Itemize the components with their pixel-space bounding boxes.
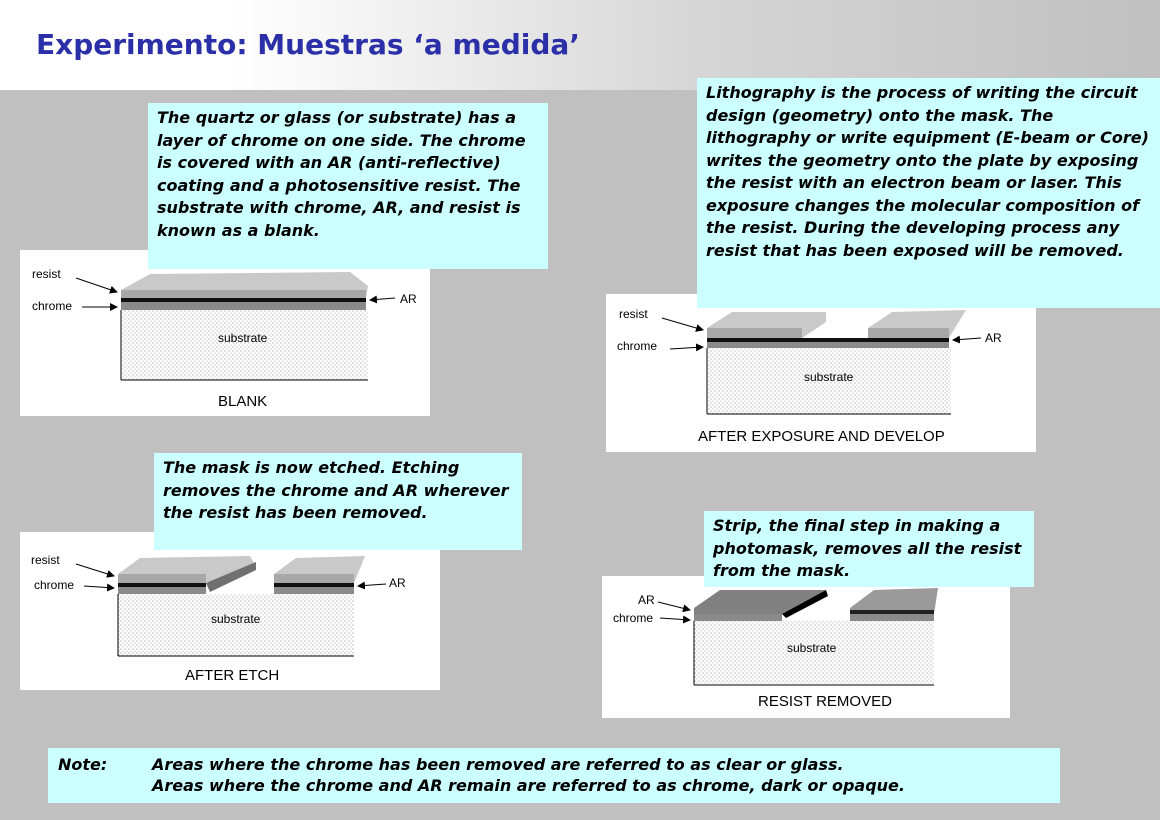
ar-label: AR	[400, 292, 417, 306]
resist-label: resist	[31, 553, 60, 567]
diagram-caption: BLANK	[218, 393, 268, 410]
lithography-callout: Lithography is the process of writing the circuit design (geometry) onto the mask. The lithography or write equipment (E-beam or Core) writes the geometry onto the plate by exposing the resist with an electron beam or laser. This exposure changes the molecular composition of the resist. During the developing process any resist that has been exposed will be removed.	[697, 78, 1160, 308]
note-line-1: Areas where the chrome has been removed are referred to as clear or glass.	[152, 755, 844, 774]
diagram-caption: RESIST REMOVED	[758, 693, 892, 710]
ar-layer	[707, 338, 949, 342]
note-line-2: Areas where the chrome and AR remain are referred to as chrome, dark or opaque.	[152, 776, 905, 795]
chrome-layer	[118, 587, 206, 594]
resist-label: resist	[619, 307, 648, 321]
note-box	[48, 748, 1060, 803]
chrome-label: chrome	[34, 578, 75, 592]
blank-diagram	[20, 250, 430, 416]
diagram-caption: AFTER EXPOSURE AND DEVELOP	[698, 428, 945, 445]
ar-layer	[121, 298, 366, 302]
chrome-label: chrome	[613, 611, 654, 625]
resist-removed-diagram	[602, 576, 1010, 718]
substrate-label: substrate	[804, 370, 854, 384]
chrome-layer	[707, 342, 949, 348]
blank-callout: The quartz or glass (or substrate) has a layer of chrome on one side. The chrome is covered with an AR (anti-reflective) coating and a photosensitive resist. The substrate with chrome, AR, and resist is known as a blank.	[148, 103, 548, 269]
note-label: Note:	[58, 755, 108, 774]
substrate-label: substrate	[787, 641, 837, 655]
resist-label: resist	[32, 267, 61, 281]
page-title: Experimento: Muestras ‘a medida’	[36, 28, 580, 61]
chrome-layer	[121, 302, 366, 310]
substrate-label: substrate	[218, 331, 268, 345]
etch-diagram	[20, 532, 440, 690]
diagram-caption: AFTER ETCH	[185, 667, 280, 684]
substrate-layer	[121, 310, 368, 380]
etch-callout: The mask is now etched. Etching removes the chrome and AR wherever the resist has been removed.	[154, 453, 522, 550]
ar-layer	[118, 583, 206, 587]
chrome-label: chrome	[32, 299, 73, 313]
substrate-label: substrate	[211, 612, 261, 626]
ar-label: AR	[638, 593, 655, 607]
chrome-label: chrome	[617, 339, 658, 353]
chrome-layer	[694, 614, 782, 621]
exposure-diagram	[606, 294, 1036, 452]
ar-label: AR	[985, 331, 1002, 345]
strip-callout: Strip, the final step in making a photomask, removes all the resist from the mask.	[704, 511, 1034, 587]
ar-label: AR	[389, 576, 406, 590]
